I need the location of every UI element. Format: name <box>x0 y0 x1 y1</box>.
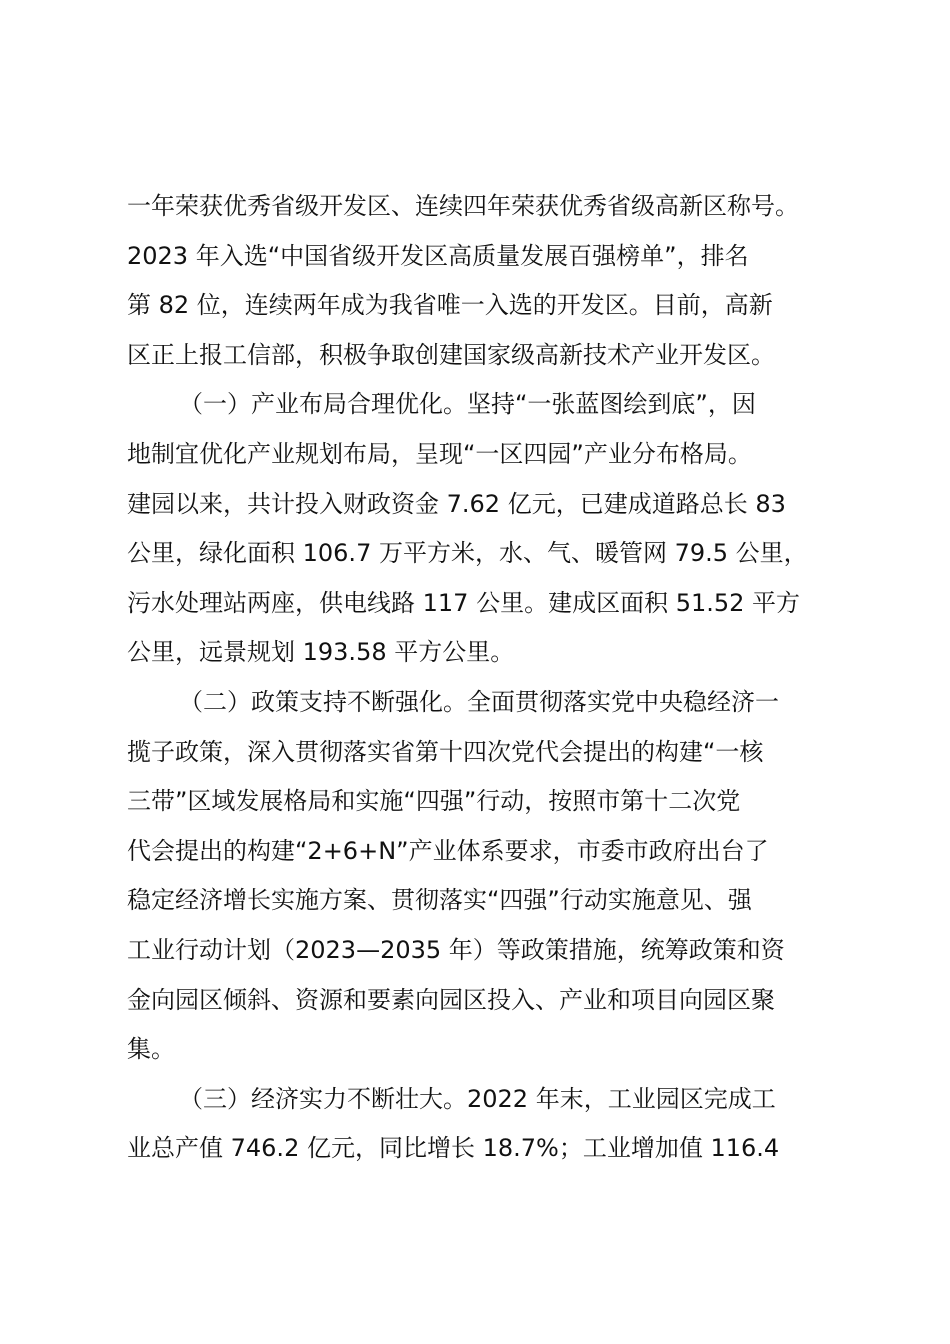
text-line: 建园以来，共计投入财政资金 7.62 亿元，已建成道路总长 83 <box>127 489 786 518</box>
body-text <box>127 182 862 1174</box>
section-three-heading-line: （三）经济实力不断壮大。2022 年末，工业园区完成工 <box>179 1084 776 1113</box>
text-line: 业总产值 746.2 亿元，同比增长 18.7%；工业增加值 116.4 <box>127 1134 780 1163</box>
text-line: 2023 年入选“中国省级开发区高质量发展百强榜单”，排名 <box>127 241 749 270</box>
text-line: 污水处理站两座，供电线路 117 公里。建成区面积 51.52 平方 <box>127 588 801 617</box>
text-line: 三带”区域发展格局和实施“四强”行动，按照市第十二次党 <box>127 787 741 816</box>
text-line: 公里，远景规划 193.58 平方公里。 <box>127 638 515 667</box>
text-line: 地制宜优化产业规划布局，呈现“一区四园”产业分布格局。 <box>127 439 752 468</box>
text-line: 公里，绿化面积 106.7 万平方米，水、气、暖管网 79.5 公里， <box>127 539 808 568</box>
text-line: 一年荣获优秀省级开发区、连续四年荣获优秀省级高新区称号。 <box>127 192 799 220</box>
section-two-heading-line: （二）政策支持不断强化。全面贯彻落实党中央稳经济一 <box>179 687 779 716</box>
text-line: 工业行动计划（2023—2035 年）等政策措施，统筹政策和资 <box>127 935 785 964</box>
text-line: 揽子政策，深入贯彻落实省第十四次党代会提出的构建“一核 <box>127 737 764 766</box>
section-one-heading-line: （一）产业布局合理优化。坚持“一张蓝图绘到底”，因 <box>179 390 756 419</box>
text-line: 集。 <box>127 1035 175 1064</box>
text-line: 代会提出的构建“2+6+N”产业体系要求，市委市政府出台了 <box>127 836 769 865</box>
text-line: 第 82 位，连续两年成为我省唯一入选的开发区。目前，高新 <box>127 291 773 320</box>
text-line: 金向园区倾斜、资源和要素向园区投入、产业和项目向园区聚 <box>127 985 775 1014</box>
text-line: 稳定经济增长实施方案、贯彻落实“四强”行动实施意见、强 <box>127 886 752 915</box>
text-line: 区正上报工信部，积极争取创建国家级高新技术产业开发区。 <box>127 340 775 369</box>
